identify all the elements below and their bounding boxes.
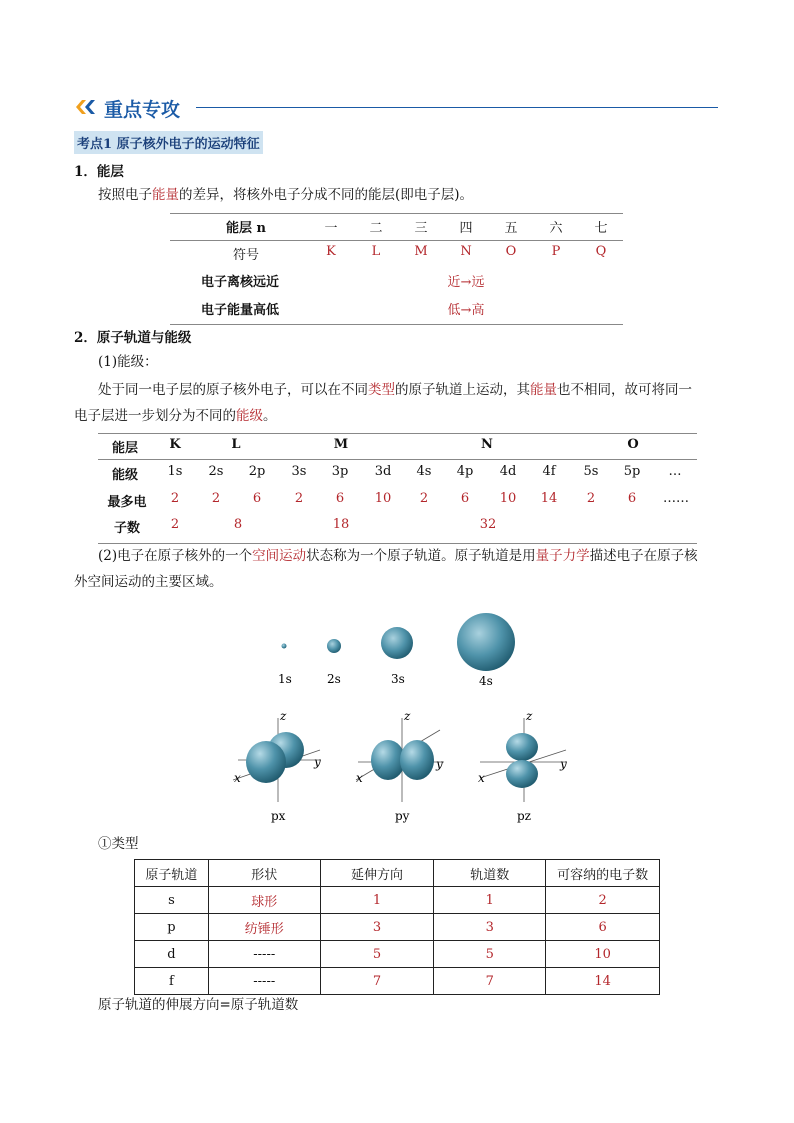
table-cell: 5 (434, 941, 546, 968)
header-cell: 轨道数 (434, 860, 546, 887)
table-cell: 5 (320, 941, 434, 968)
orbital-2s-label: 2s (327, 672, 341, 686)
distance-value: 近→远 (447, 275, 485, 290)
sublevel: 5s (583, 464, 599, 479)
sublevel-max: 2 (419, 491, 429, 506)
symbol-row-label: 符号 (232, 248, 259, 263)
sublevel: 2p (248, 464, 266, 479)
sublevel: 3d (374, 464, 392, 479)
shell-max: 32 (479, 517, 497, 532)
px-lobe-front (246, 741, 286, 783)
table-cell: 3 (434, 914, 546, 941)
table-cell: 1 (320, 887, 434, 914)
sublevel-max: 6 (335, 491, 345, 506)
shell-symbol: P (551, 244, 561, 259)
sublevel: 3s (291, 464, 307, 479)
sublevel-paragraph-line2: 电子层进一步划分为不同的能级。 (74, 408, 277, 424)
orbital-paragraph-line2: 外空间运动的主要区域。 (74, 574, 223, 590)
shell-symbol: L (371, 244, 381, 259)
section-heading-orbital: 2．原子轨道与能级 (74, 330, 192, 346)
table-cell: 2 (546, 887, 660, 914)
pz-lobe-top (506, 733, 538, 761)
distance-row-label: 电子离核远近 (200, 275, 279, 290)
shell-row-label: 能层 (111, 441, 138, 456)
sublevel-max: 2 (211, 491, 221, 506)
shell-letter: L (231, 437, 241, 452)
py-label: py (395, 809, 410, 823)
section-heading-energy-shell: 1．能层 (74, 164, 124, 180)
table-cell: ----- (208, 968, 320, 995)
sublevel: 4f (542, 464, 556, 479)
table-cell: f (135, 968, 209, 995)
axis-y-label: y (314, 755, 321, 769)
topic-label: 考点1 原子核外电子的运动特征 (74, 131, 263, 154)
axis-y-label: y (436, 757, 443, 771)
py-lobe-left (371, 740, 405, 780)
axis-z-label: z (526, 710, 533, 723)
axis-x-label: x (356, 771, 363, 785)
header-cell: 延伸方向 (320, 860, 434, 887)
shell-level: 一 (324, 221, 338, 236)
table-cell: 1 (434, 887, 546, 914)
orbital-3s-label: 3s (391, 672, 405, 686)
shell-level: 五 (504, 221, 518, 236)
sublevel: … (668, 464, 682, 479)
max-electron-row-label: 最多电 (107, 495, 147, 510)
table-row (135, 887, 660, 914)
table-cell: 14 (546, 968, 660, 995)
axis-z-label: z (280, 710, 287, 723)
shell-letter: N (481, 437, 493, 452)
sublevel-max: …… (663, 491, 689, 506)
sublevel: 4s (416, 464, 432, 479)
px-label: px (271, 809, 286, 823)
table-cell: 7 (434, 968, 546, 995)
table-cell: s (135, 887, 209, 914)
sublevel-max: 10 (374, 491, 392, 506)
shell-level: 三 (414, 221, 428, 236)
shell-level: 六 (549, 221, 563, 236)
table-row (135, 914, 660, 941)
shell-level: 四 (459, 221, 473, 236)
shell-symbol: K (326, 244, 336, 259)
orbital-1s-label: 1s (278, 672, 292, 686)
shell-letter: O (627, 437, 639, 452)
max-electron-row-label-cont: 子数 (113, 521, 140, 536)
orbital-note: 原子轨道的伸展方向=原子轨道数 (98, 997, 299, 1013)
py-lobe-right (400, 740, 434, 780)
shell-symbol: N (460, 244, 472, 259)
shell-symbol: Q (595, 244, 607, 259)
orbital-type-table (134, 859, 660, 995)
sublevel-max: 10 (499, 491, 517, 506)
table-header-row (135, 860, 660, 887)
section1-intro: 按照电子能量的差异，将核外电子分成不同的能层(即电子层)。 (98, 187, 474, 203)
sublevel-max: 2 (294, 491, 304, 506)
table-cell: 7 (320, 968, 434, 995)
sublevel-max: 6 (627, 491, 637, 506)
table-cell: d (135, 941, 209, 968)
subheading-sublevel: (1)能级： (98, 354, 158, 370)
table-cell: 球形 (208, 887, 320, 914)
shell-max: 8 (233, 517, 243, 532)
sublevel: 5p (623, 464, 641, 479)
table-cell: p (135, 914, 209, 941)
shell-letter: M (333, 437, 349, 452)
table-row (135, 941, 660, 968)
axis-x-label: x (478, 771, 485, 785)
shell-level: 二 (369, 221, 383, 236)
energy-row-label: 电子能量高低 (200, 303, 279, 318)
sublevel-max: 14 (540, 491, 558, 506)
sublevel-max: 6 (252, 491, 262, 506)
orbital-1s-sphere (282, 644, 287, 649)
table-cell: ----- (208, 941, 320, 968)
sublevel: 2s (208, 464, 224, 479)
axis-z-label: z (404, 710, 411, 723)
energy-value: 低→高 (447, 303, 485, 318)
orbital-paragraph-line1: (2)电子在原子核外的一个空间运动状态称为一个原子轨道。原子轨道是用量子力学描述电子在原子核 (98, 548, 698, 564)
p-orbital-figure (228, 710, 598, 828)
orbital-4s-sphere (457, 613, 515, 671)
double-chevron-icon (76, 98, 98, 116)
shell-max: 18 (332, 517, 350, 532)
sublevel: 4d (499, 464, 517, 479)
header-divider (196, 107, 718, 108)
sublevel-row-label: 能级 (111, 468, 138, 483)
s-orbital-figure (260, 600, 540, 700)
axis-x-label: x (234, 771, 241, 785)
table-cell: 6 (546, 914, 660, 941)
sublevel: 3p (331, 464, 349, 479)
sublevel-paragraph-line1: 处于同一电子层的原子核外电子，可以在不同类型的原子轨道上运动，其能量也不相同，故可将同一 (98, 382, 692, 398)
orbital-3s-sphere (381, 627, 413, 659)
shell-symbol: M (414, 244, 428, 259)
pz-lobe-bottom (506, 760, 538, 788)
axis-y-label: y (560, 757, 567, 771)
sublevel-max: 2 (586, 491, 596, 506)
page-title: 重点专攻 (104, 99, 181, 121)
shell-letter: K (169, 437, 181, 452)
header-cell: 原子轨道 (135, 860, 209, 887)
type-heading: ①类型 (98, 836, 139, 852)
table-cell: 10 (546, 941, 660, 968)
sublevel: 1s (167, 464, 183, 479)
header-cell: 形状 (208, 860, 320, 887)
pz-label: pz (517, 809, 532, 823)
shell-max: 2 (170, 517, 180, 532)
orbital-2s-sphere (327, 639, 341, 653)
sublevel: 4p (456, 464, 474, 479)
orbital-4s-label: 4s (479, 674, 493, 688)
table-cell: 3 (320, 914, 434, 941)
shell-symbol: O (505, 244, 517, 259)
shell-row-label: 能层 n (226, 221, 266, 236)
sublevel-max: 2 (170, 491, 180, 506)
header-cell: 可容纳的电子数 (546, 860, 660, 887)
shell-level: 七 (594, 221, 608, 236)
sublevel-max: 6 (460, 491, 470, 506)
table-row (135, 968, 660, 995)
table-cell: 纺锤形 (208, 914, 320, 941)
